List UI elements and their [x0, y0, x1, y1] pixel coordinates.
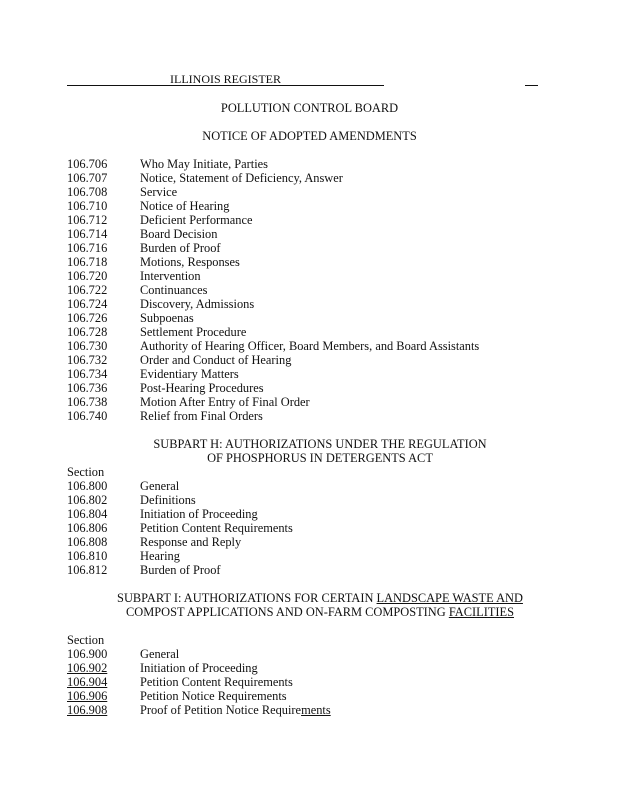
section-title-part: Proof of Petition Notice Require — [140, 703, 302, 717]
section-title: General — [140, 647, 180, 661]
section-title: Petition Notice Requirements — [140, 689, 287, 703]
subpart-h-line2: OF PHOSPHORUS IN DETERGENTS ACT — [207, 451, 433, 465]
section-number: 106.738 — [67, 395, 108, 409]
section-number: 106.904 — [67, 675, 108, 689]
section-title: Notice, Statement of Deficiency, Answer — [140, 171, 343, 185]
board-name: POLLUTION CONTROL BOARD — [220, 101, 399, 115]
section-number: 106.720 — [67, 269, 108, 283]
section-number: 106.802 — [67, 493, 108, 507]
section-number: 106.906 — [67, 689, 108, 703]
section-number: 106.810 — [67, 549, 108, 563]
section-title: Motion After Entry of Final Order — [140, 395, 310, 409]
section-number: 106.736 — [67, 381, 108, 395]
section-number: 106.716 — [67, 241, 108, 255]
section-title: Petition Content Requirements — [140, 675, 293, 689]
section-number: 106.710 — [67, 199, 108, 213]
section-title: Discovery, Admissions — [140, 297, 255, 311]
section-title: Hearing — [140, 549, 180, 563]
section-number: 106.732 — [67, 353, 108, 367]
section-number: 106.808 — [67, 535, 108, 549]
section-title: Continuances — [140, 283, 208, 297]
section-number: 106.714 — [67, 227, 108, 241]
section-number: 106.734 — [67, 367, 108, 381]
section-number: 106.900 — [67, 647, 108, 661]
section-number: 106.707 — [67, 171, 108, 185]
subpart-i-line2-text: COMPOST APPLICATIONS AND ON-FARM COMPOSTING — [126, 605, 449, 619]
section-label: Section — [67, 465, 105, 479]
notice-title: NOTICE OF ADOPTED AMENDMENTS — [202, 129, 417, 143]
section-number: 106.800 — [67, 479, 108, 493]
section-title: Board Decision — [140, 227, 218, 241]
subpart-i-heading — [67, 591, 573, 619]
subpart-i-line1-inserted: LANDSCAPE WASTE AND — [376, 591, 523, 605]
header-rule — [67, 85, 384, 86]
section-number: 106.806 — [67, 521, 108, 535]
section-title: Evidentiary Matters — [140, 367, 239, 381]
section-title: Relief from Final Orders — [140, 409, 263, 423]
section-title: Intervention — [140, 269, 201, 283]
subpart-i-line1 — [67, 591, 573, 605]
section-title: Subpoenas — [140, 311, 194, 325]
section-title: Who May Initiate, Parties — [140, 157, 269, 171]
subpart-h-heading — [67, 437, 573, 465]
section-title: Initiation of Proceeding — [140, 507, 258, 521]
section-title: Post-Hearing Procedures — [140, 381, 264, 395]
section-title — [140, 703, 331, 717]
section-number: 106.724 — [67, 297, 108, 311]
section-number: 106.804 — [67, 507, 108, 521]
section-title: Notice of Hearing — [140, 199, 230, 213]
register-title: ILLINOIS REGISTER — [170, 72, 281, 86]
section-label: Section — [67, 633, 105, 647]
section-number: 106.726 — [67, 311, 108, 325]
section-title: Order and Conduct of Hearing — [140, 353, 292, 367]
section-number: 106.902 — [67, 661, 108, 675]
section-number: 106.908 — [67, 703, 108, 717]
section-title: Initiation of Proceeding — [140, 661, 258, 675]
section-title: Authority of Hearing Officer, Board Members, and Board Assistants — [140, 339, 480, 353]
section-title: Burden of Proof — [140, 241, 221, 255]
section-number: 106.706 — [67, 157, 108, 171]
section-title: Settlement Procedure — [140, 325, 247, 339]
section-title: Response and Reply — [140, 535, 242, 549]
section-title: Petition Content Requirements — [140, 521, 293, 535]
section-title-inserted: ments — [301, 703, 331, 717]
section-number: 106.812 — [67, 563, 108, 577]
section-number: 106.708 — [67, 185, 108, 199]
subpart-i-line2 — [67, 605, 573, 619]
section-number: 106.740 — [67, 409, 108, 423]
section-title: Service — [140, 185, 178, 199]
section-title: Motions, Responses — [140, 255, 240, 269]
header-tick — [525, 85, 538, 86]
section-number: 106.728 — [67, 325, 108, 339]
section-number: 106.712 — [67, 213, 108, 227]
section-number: 106.718 — [67, 255, 108, 269]
section-title: Definitions — [140, 493, 196, 507]
section-number: 106.730 — [67, 339, 108, 353]
subpart-i-line2-inserted: FACILITIES — [448, 605, 514, 619]
subpart-i-line1-text: SUBPART I: AUTHORIZATIONS FOR CERTAIN — [117, 591, 377, 605]
section-number: 106.722 — [67, 283, 108, 297]
subpart-h-line1: SUBPART H: AUTHORIZATIONS UNDER THE REGULATION — [153, 437, 487, 451]
section-title: Burden of Proof — [140, 563, 221, 577]
section-title: Deficient Performance — [140, 213, 253, 227]
section-title: General — [140, 479, 180, 493]
